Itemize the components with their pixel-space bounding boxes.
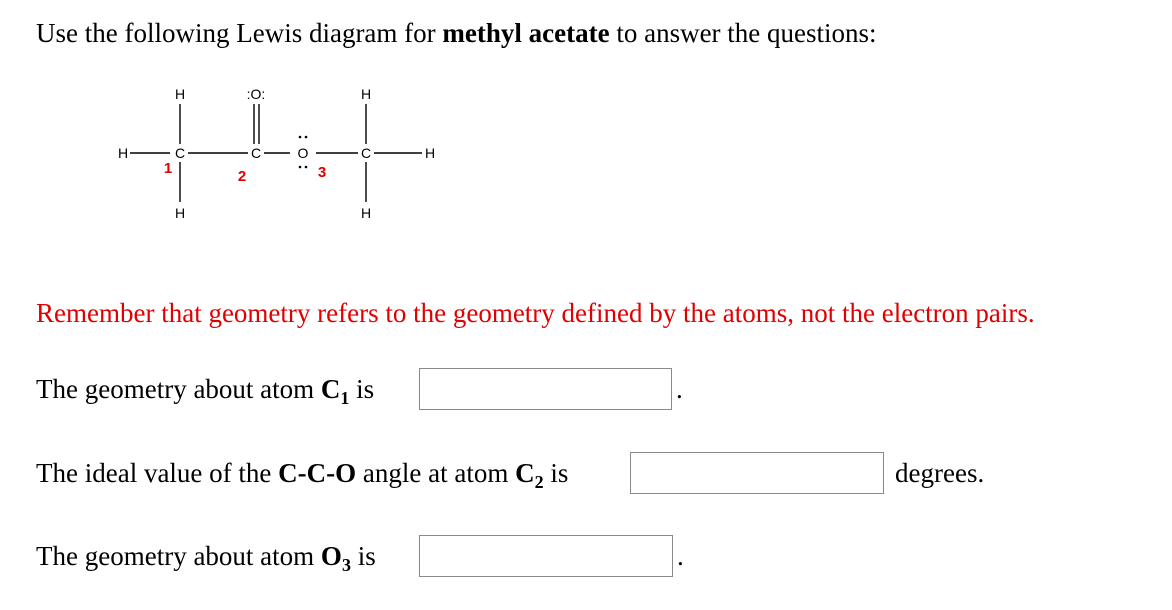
- q2-suffix: is: [550, 458, 569, 488]
- reminder-text: Remember that geometry refers to the geometry defined by the atoms, not the electron pairs.: [36, 298, 1035, 328]
- label-2: 2: [237, 168, 247, 185]
- q1-subscript: 1: [340, 388, 350, 408]
- answer-input-2[interactable]: [630, 452, 884, 494]
- q3-period: .: [677, 541, 684, 571]
- atom-o-double: :O:: [246, 86, 266, 102]
- atom-c4: C: [360, 145, 372, 161]
- q2-subscript: 2: [534, 472, 544, 492]
- degrees-unit: degrees.: [895, 458, 985, 488]
- atom-h-top1: H: [174, 86, 186, 102]
- atom-c2: C: [250, 145, 262, 161]
- atom-h-right: H: [424, 145, 436, 161]
- q3-subscript: 3: [341, 555, 351, 575]
- q1-suffix: is: [356, 374, 375, 404]
- q1-atom: C: [320, 374, 341, 404]
- q3-prefix: The geometry about atom: [36, 541, 321, 571]
- question-2: [36, 458, 569, 492]
- question-1: [36, 374, 375, 408]
- atom-h-top4: H: [360, 86, 372, 102]
- q1-prefix: The geometry about atom: [36, 374, 321, 404]
- answer-input-1[interactable]: [419, 368, 672, 410]
- q3-atom: O: [320, 541, 342, 571]
- intro-text: [36, 18, 877, 49]
- label-1: 1: [163, 160, 173, 177]
- bonds: [130, 104, 422, 202]
- q3-suffix: is: [357, 541, 376, 571]
- intro-suffix: to answer the questions:: [609, 18, 877, 48]
- compound-name: methyl acetate: [442, 18, 610, 48]
- q2-middle: angle at atom: [356, 458, 516, 488]
- atom-h-bot4: H: [360, 205, 372, 221]
- atom-c1: C: [174, 145, 186, 161]
- intro-prefix: Use the following Lewis diagram for: [36, 18, 443, 48]
- lewis-diagram: [110, 80, 450, 230]
- atom-h-left: H: [117, 145, 129, 161]
- q1-period: .: [676, 374, 683, 404]
- atom-o3: O: [297, 145, 309, 161]
- question-3: [36, 541, 376, 575]
- q2-angle: C-C-O: [278, 458, 357, 488]
- atom-h-bot1: H: [174, 205, 186, 221]
- q2-atom: C: [515, 458, 535, 488]
- q2-prefix: The ideal value of the: [36, 458, 279, 488]
- answer-input-3[interactable]: [419, 535, 673, 577]
- label-3: 3: [317, 164, 327, 181]
